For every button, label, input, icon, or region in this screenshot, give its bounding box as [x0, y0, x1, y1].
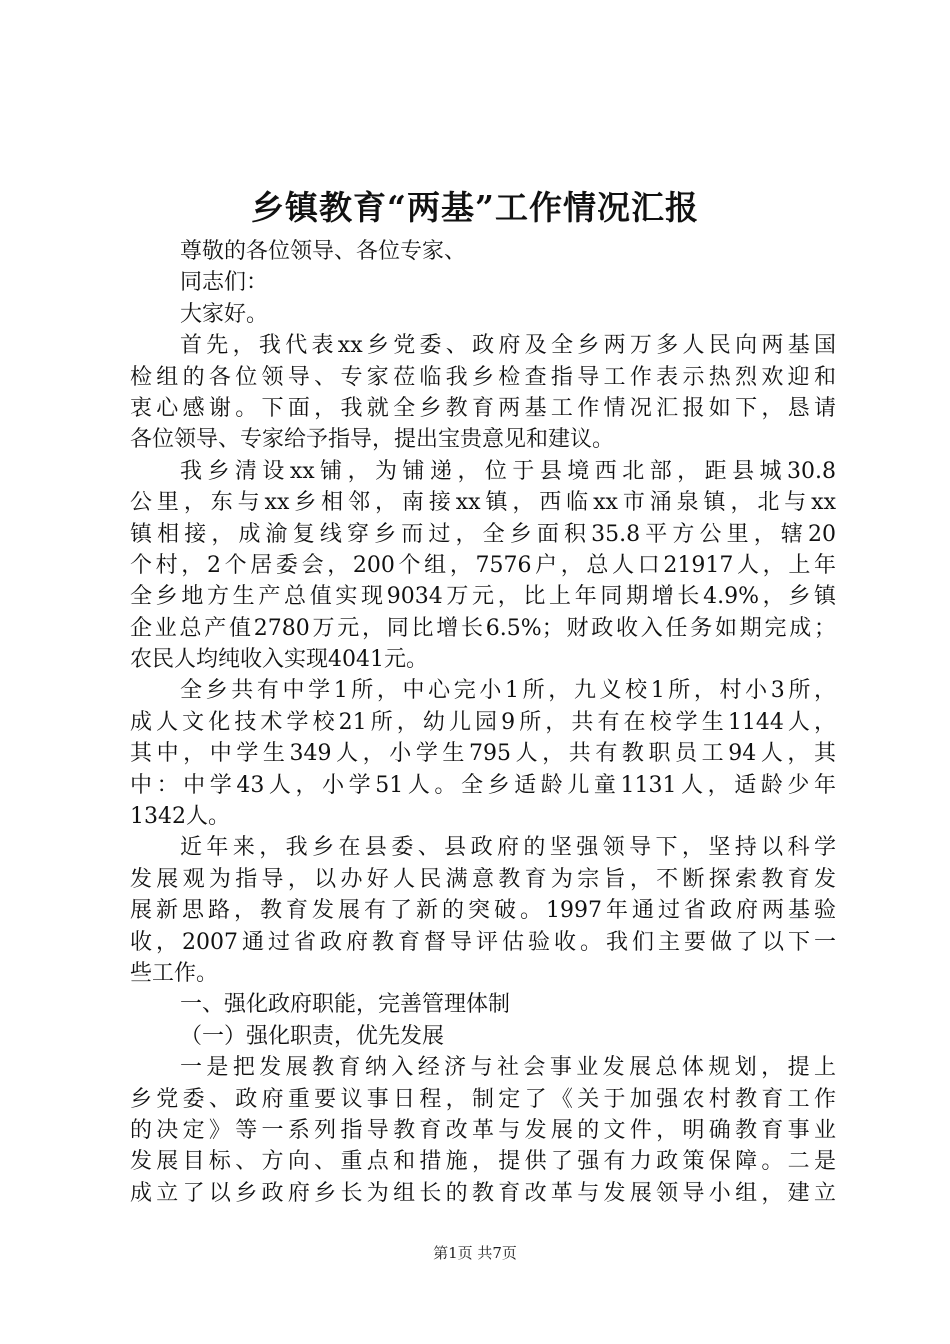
body-line: 的决定》等一系列指导教育改革与发展的文件，明确教育事业 [130, 1117, 836, 1143]
body-line: 发展目标、方向、重点和措施，提供了强有力政策保障。二是 [130, 1149, 836, 1175]
body-line: 乡党委、政府重要议事日程，制定了《关于加强农村教育工作 [130, 1086, 836, 1112]
body-line: 近年来，我乡在县委、县政府的坚强领导下，坚持以科学 [180, 835, 836, 861]
body-line: 一是把发展教育纳入经济与社会事业发展总体规划，提上 [180, 1055, 836, 1081]
body-line: 全乡共有中学1所，中心完小1所，九义校1所，村小3所， [180, 678, 836, 704]
body-line: 同志们： [180, 270, 269, 296]
body-line: （一）强化职责，优先发展 [180, 1023, 445, 1049]
body-line: 公里，东与xx乡相邻，南接xx镇，西临xx市涌泉镇，北与xx [130, 490, 836, 516]
document-body [130, 236, 836, 1209]
body-line: 企业总产值2780万元，同比增长6.5%；财政收入任务如期完成； [130, 615, 836, 641]
body-line: 衷心感谢。下面，我就全乡教育两基工作情况汇报如下，恳请 [130, 395, 836, 421]
body-line: 一、强化政府职能，完善管理体制 [180, 992, 511, 1018]
body-line: 农民人均纯收入实现4041元。 [130, 647, 428, 673]
body-line: 检组的各位领导、专家莅临我乡检查指导工作表示热烈欢迎和 [130, 364, 836, 390]
body-line: 展新思路，教育发展有了新的突破。1997年通过省政府两基验 [130, 898, 836, 924]
body-line: 收，2007通过省政府教育督导评估验收。我们主要做了以下一 [130, 929, 836, 955]
document-title: 乡镇教育“两基”工作情况汇报 [251, 188, 699, 227]
body-line: 1342人。 [130, 804, 230, 830]
body-line: 个村，2个居委会，200个组，7576户，总人口21917人，上年 [130, 552, 836, 578]
body-line: 发展观为指导，以办好人民满意教育为宗旨，不断探索教育发 [130, 866, 836, 892]
body-line: 其中，中学生349人，小学生795人，共有教职员工94人，其 [130, 741, 836, 767]
body-line: 我乡清设xx铺，为铺递，位于县境西北部，距县城30.8 [180, 458, 836, 484]
body-line: 尊敬的各位领导、各位专家、 [180, 239, 467, 264]
body-line: 大家好。 [180, 301, 269, 327]
body-line: 首先，我代表xx乡党委、政府及全乡两万多人民向两基国 [180, 333, 836, 359]
body-line: 全乡地方生产总值实现9034万元，比上年同期增长4.9%，乡镇 [130, 584, 836, 610]
body-line: 镇相接，成渝复线穿乡而过，全乡面积35.8平方公里，辖20 [130, 521, 836, 547]
page-footer: 第1页 共7页 [433, 1244, 517, 1262]
body-line: 中：中学43人，小学51人。全乡适龄儿童1131人，适龄少年 [130, 772, 836, 798]
body-line: 成立了以乡政府乡长为组长的教育改革与发展领导小组，建立 [130, 1180, 836, 1206]
body-line: 些工作。 [130, 960, 219, 986]
body-line: 各位领导、专家给予指导，提出宝贵意见和建议。 [130, 427, 615, 453]
body-line: 成人文化技术学校21所，幼儿园9所，共有在校学生1144人， [130, 709, 836, 735]
